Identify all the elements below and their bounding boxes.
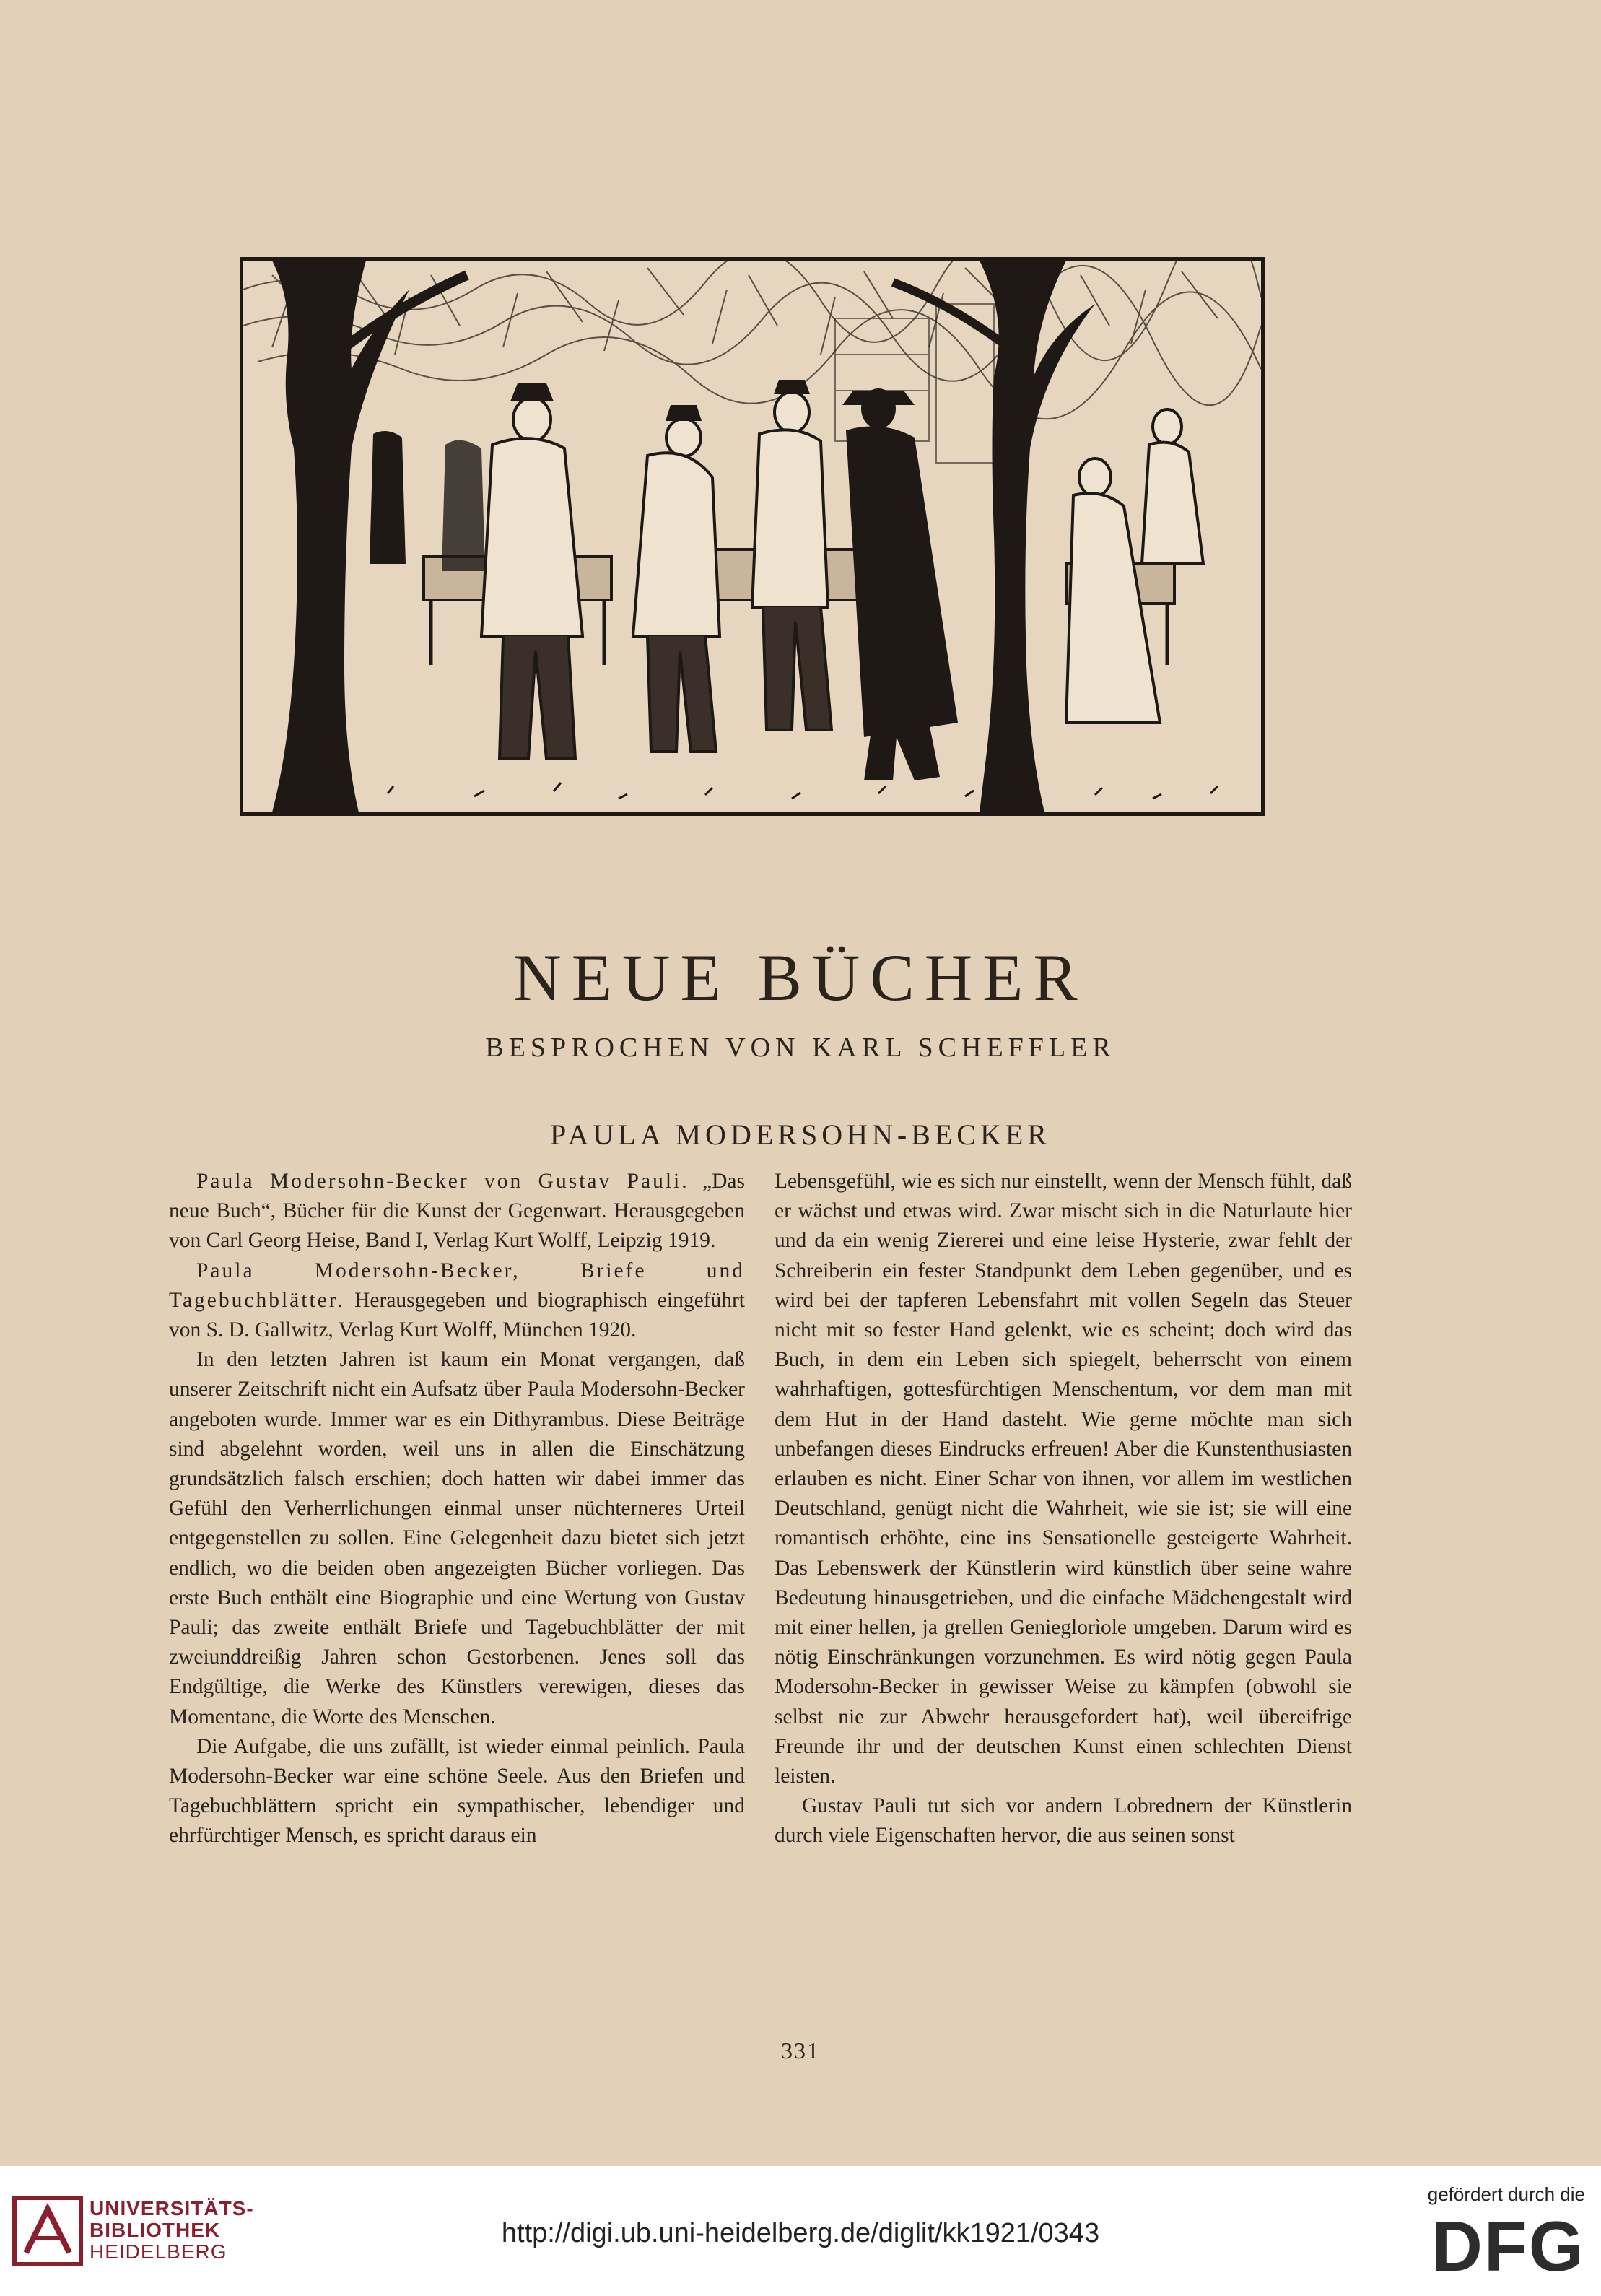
library-name-line: HEIDELBERG [90,2240,227,2263]
section-heading: PAULA MODERSOHN-BECKER [550,1118,1051,1151]
bibliography-details-2: Herausgegeben und biographisch eingeführt von S. D. Gallwitz, Verlag Kurt Wolff, München 1920. [169,1288,746,1342]
funded-by-label: gefördert durch die [1427,2183,1585,2205]
bibliography-details-1: „Das neue Buch“, Bücher für die Kunst der Gegenwart. Herausgegeben von Carl Georg Heise, Band I, Verlag Kurt Wolff, Leipzig 1919. [169,1170,745,1253]
body-paragraph: Gustav Pauli tut sich vor andern Lobrednern der Künstlerin durch viele Eigenschaften hervor, die aus seinen sonst [775,1794,1352,1848]
right-text-column [775,1167,1352,1851]
bibliography-entry-2 [169,1256,745,1346]
library-name-line: BIBLIOTHEK [90,2219,221,2241]
article-title: NEUE BÜCHER [513,941,1088,1014]
bibliography-entry-1 [169,1167,745,1256]
library-name-line: UNIVERSITÄTS- [90,2197,254,2219]
dfg-logo[interactable]: DFG [1431,2206,1585,2286]
bibliography-title-1: Paula Modersohn-Becker von Gustav Pauli. [196,1170,689,1193]
permalink-url[interactable]: http://digi.ub.uni-heidelberg.de/diglit/kk1921/0343 [501,2218,1100,2248]
bibliography-title-2: Paula Modersohn-Becker, Briefe und Tagebuchblätter. [169,1258,745,1312]
body-paragraph: Die Aufgabe, die uns zufällt, ist wieder einmal peinlich. Paula Modersohn-Becker war eine schöne Seele. Aus den Briefen und Tagebuchblättern spricht ein sympathischer, lebendiger und ehrfürchtiger Mensch, es spricht daraus ein [169,1734,745,1848]
left-text-column [169,1167,745,1851]
article-subtitle: BESPROCHEN VON KARL SCHEFFLER [485,1032,1116,1063]
digitization-footer [0,2166,1601,2296]
book-stall-illustration [240,257,1265,816]
body-paragraph: Lebensgefühl, wie es sich nur einstellt, wenn der Mensch fühlt, daß er wächst und etwas wird. Zwar mischt sich in die Naturlaute hier und da ein wenig Ziererei und eine leise Hysterie, zwar fehlt der Schreiberin ein fester Standpunkt dem Leben gegenüber, und es wird bei der tapferen Lebensfahrt mit vollen Segeln das Steuer nicht mit so fester Hand gelenkt, wie es scheint; doch wird das Buch, in dem ein Leben sich spiegelt, beherrscht von einem wahrhaftigen, gottesfürchtigen Menschentum, vor dem man mit dem Hut in der Hand dasteht. Wie gerne möchte man sich unbefangen dieses Eindrucks erfreuen! Aber die Kunstenthusiasten erlauben es nicht. Einer Schar von ihnen, vor allem im westlichen Deutschland, genügt nicht die Wahrheit, wie sie ist; sie will eine romantisch erhöhte, eine ins Sensationelle gesteigerte Wahrheit. Das Lebenswerk der Künstlerin wird künstlich über seine wahre Bedeutung hinausgetrieben, und die einfache Mädchengestalt wird mit einer hellen, ja grellen Genieglorìole umgeben. Darum wird es nötig Einschränkungen vorzunehmen. Es wird nötig gegen Paula Modersohn-Becker in gewisser Weise zu kämpfen (obwohl sie selbst nie zur Abwehr herausgefordert hat), weil übereifrige Freunde ihr und der deutschen Kunst einen schlechten Dienst leisten. [775,1170,1352,1788]
page-number: 331 [781,2038,820,2064]
body-paragraph: In den letzten Jahren ist kaum ein Monat vergangen, daß unserer Zeitschrift nicht ein Aufsatz über Paula Modersohn-Becker angeboten wurde. Immer war es ein Dithyrambus. Diese Beiträge sind abgelehnt worden, weil uns in allen die Einschätzung grundsätzlich falsch erschien; doch hatten wir dabei immer das Gefühl den Verherrlichungen einmal unser nüchterneres Urteil entgegenstellen zu sollen. Eine Gelegenheit dazu bietet sich jetzt endlich, wo die beiden oben angezeigten Bücher vorliegen. Das erste Buch enthält eine Biographie und eine Wertung von Gustav Pauli; das zweite enthält Briefe und Tagebuchblätter der mit zweiunddreißig Jahren schon Gestorbenen. Jenes soll das Endgültige, die Werke des Künstlers verewigen, dieses das Momentane, die Worte des Menschen. [169,1348,745,1728]
